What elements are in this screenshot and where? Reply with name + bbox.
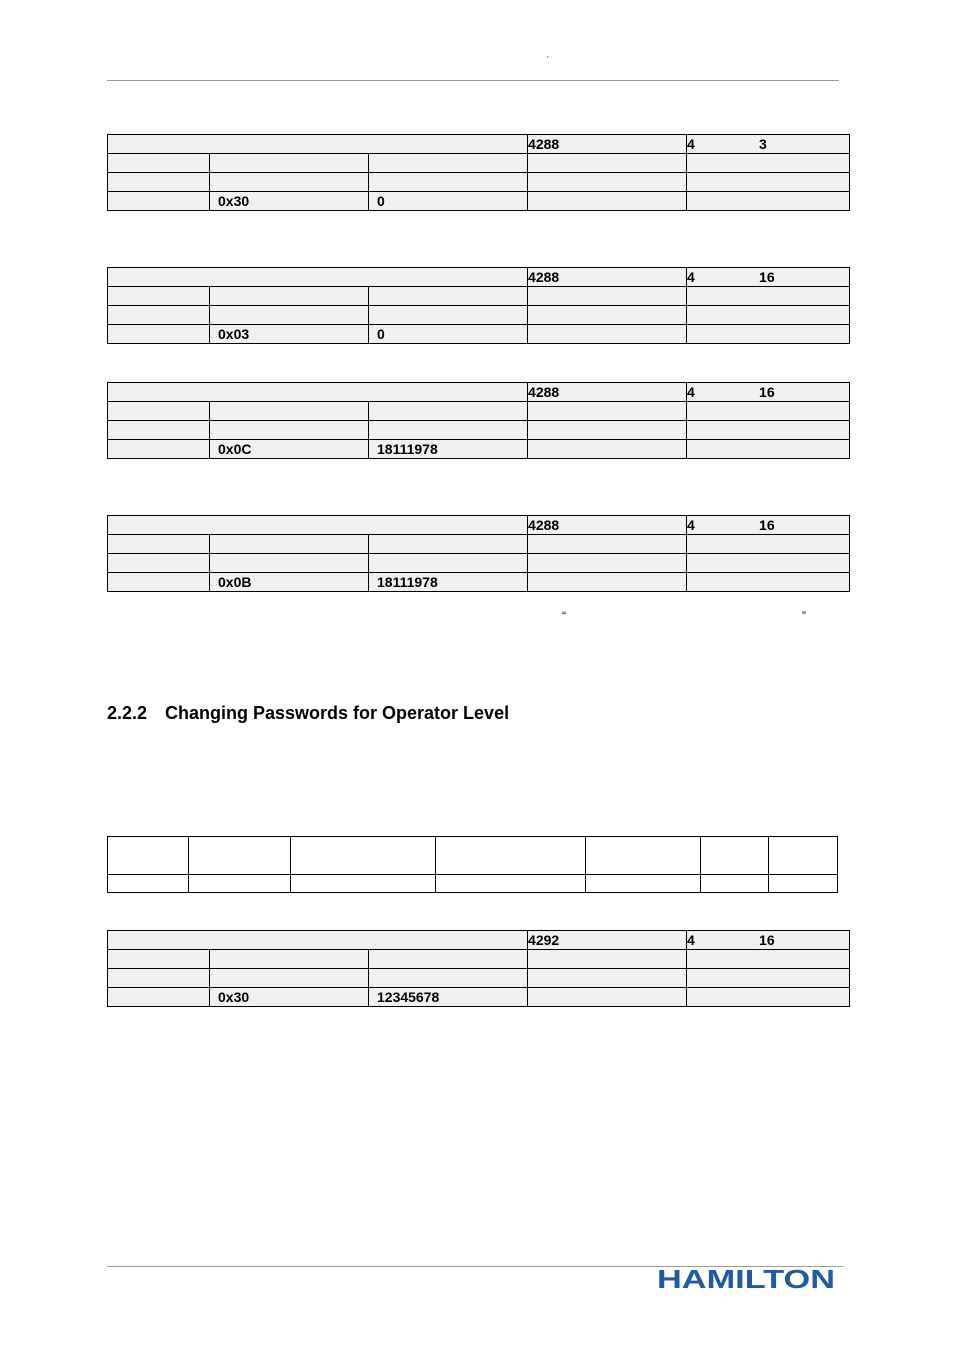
register-address: 4288	[528, 135, 687, 154]
register-count-size	[687, 931, 850, 950]
register-table-2	[107, 267, 850, 344]
register-count: 4	[687, 931, 695, 948]
code-cell: 0x0C	[210, 440, 369, 459]
section-heading	[107, 703, 509, 724]
register-table-5	[107, 930, 850, 1007]
header-mark: ’	[547, 56, 549, 63]
value-cell: 0	[369, 325, 528, 344]
register-size: 3	[759, 135, 767, 152]
code-cell: 0x0B	[210, 573, 369, 592]
code-cell: 0x03	[210, 325, 369, 344]
register-size: 16	[759, 931, 775, 948]
code-cell: 0x30	[210, 988, 369, 1007]
register-table-1	[107, 134, 850, 211]
section-title: Changing Passwords for Operator Level	[165, 703, 510, 723]
empty-grid-table	[107, 836, 838, 893]
table-title-cell	[108, 931, 528, 950]
open-quote: “	[562, 609, 566, 623]
value-cell: 12345678	[369, 988, 528, 1007]
close-quote: ”	[802, 609, 806, 623]
register-address: 4288	[528, 516, 687, 535]
register-table-3	[107, 382, 850, 459]
register-count-size	[687, 268, 850, 287]
register-address: 4292	[528, 931, 687, 950]
register-count: 4	[687, 516, 695, 533]
register-count-size	[687, 516, 850, 535]
register-count: 4	[687, 268, 695, 285]
value-cell: 18111978	[369, 573, 528, 592]
register-size: 16	[759, 268, 775, 285]
register-count-size	[687, 383, 850, 402]
table-title-cell	[108, 268, 528, 287]
value-cell: 18111978	[369, 440, 528, 459]
register-count-size	[687, 135, 850, 154]
register-size: 16	[759, 383, 775, 400]
code-cell: 0x30	[210, 192, 369, 211]
section-number: 2.2.2	[107, 703, 148, 723]
register-table-4	[107, 515, 850, 592]
register-address: 4288	[528, 268, 687, 287]
register-count: 4	[687, 135, 695, 152]
table-title-cell	[108, 135, 528, 154]
hamilton-logo-text: HAMILTON	[657, 1264, 835, 1294]
header-rule	[107, 80, 839, 81]
hamilton-logo	[657, 1262, 837, 1298]
value-cell: 0	[369, 192, 528, 211]
register-size: 16	[759, 516, 775, 533]
register-address: 4288	[528, 383, 687, 402]
table-title-cell	[108, 516, 528, 535]
register-count: 4	[687, 383, 695, 400]
table-title-cell	[108, 383, 528, 402]
